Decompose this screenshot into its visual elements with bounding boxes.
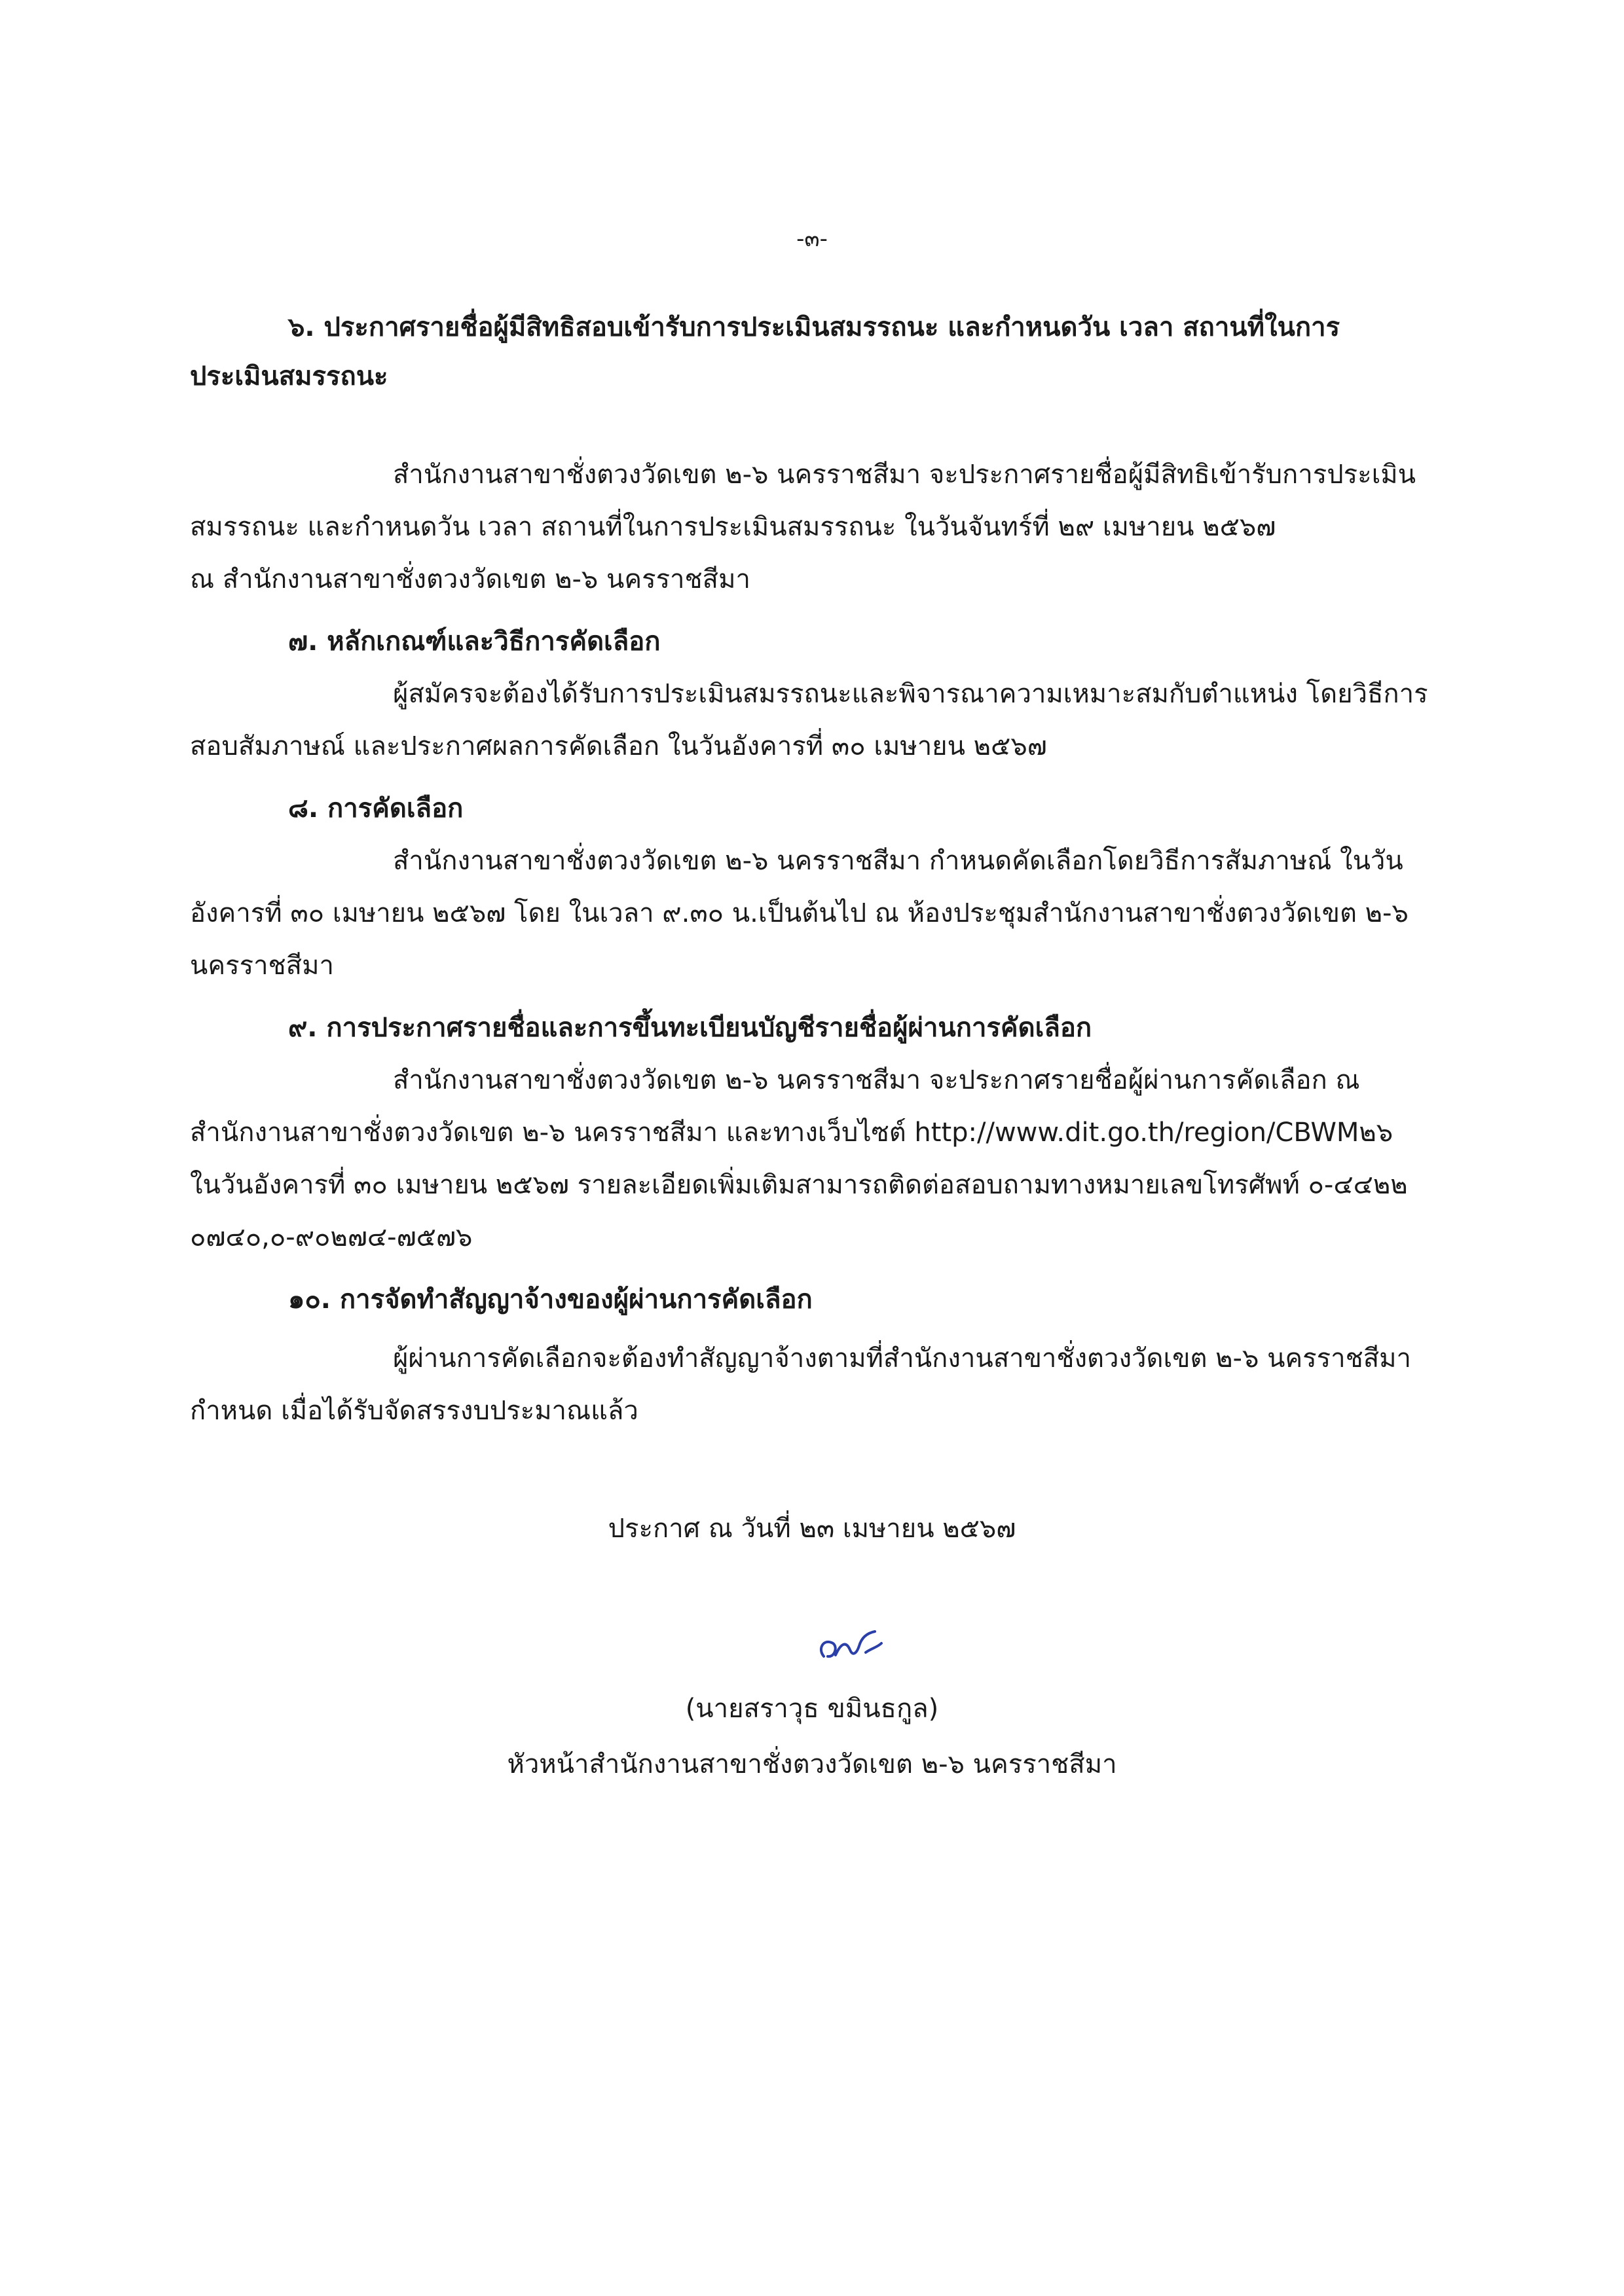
announcement-date: ประกาศ ณ วันที่ ๒๓ เมษายน ๒๕๖๗ [608, 1514, 1016, 1544]
section-7-body-line2: สอบสัมภาษณ์ และประกาศผลการคัดเลือก ในวันอังคารที่ ๓๐ เมษายน ๒๕๖๗ [190, 731, 1047, 761]
section-10-heading: ๑๐. การจัดทำสัญญาจ้างของผู้ผ่านการคัดเลือก [288, 1285, 813, 1315]
section-8-heading: ๘. การคัดเลือก [288, 793, 464, 824]
section-6-body-line3: ณ สำนักงานสาขาชั่งตวงวัดเขต ๒-๖ นครราชสีมา [190, 564, 750, 594]
signature-mark [812, 1617, 891, 1676]
signer-title: หัวหน้าสำนักงานสาขาชั่งตวงวัดเขต ๒-๖ นครราชสีมา [507, 1749, 1117, 1779]
section-8-body-line1: สำนักงานสาขาชั่งตวงวัดเขต ๒-๖ นครราชสีมา กำหนดคัดเลือกโดยวิธีการสัมภาษณ์ ในวัน [393, 846, 1403, 876]
page-number: -๓- [796, 226, 828, 252]
section-7-heading: ๗. หลักเกณฑ์และวิธีการคัดเลือก [288, 627, 661, 657]
section-6-heading-line2: ประเมินสมรรถนะ [190, 361, 388, 392]
section-9-heading: ๙. การประกาศรายชื่อและการขึ้นทะเบียนบัญชีรายชื่อผู้ผ่านการคัดเลือก [288, 1013, 1092, 1043]
section-6-body-line2: สมรรถนะ และกำหนดวัน เวลา สถานที่ในการประเมินสมรรถนะ ในวันจันทร์ที่ ๒๙ เมษายน ๒๕๖๗ [190, 512, 1276, 542]
section-7-body-line1: ผู้สมัครจะต้องได้รับการประเมินสมรรถนะและพิจารณาความเหมาะสมกับตำแหน่ง โดยวิธีการ [393, 679, 1428, 709]
section-6-body-line1: สำนักงานสาขาชั่งตวงวัดเขต ๒-๖ นครราชสีมา จะประกาศรายชื่อผู้มีสิทธิเข้ารับการประเมิน [393, 460, 1416, 490]
signer-name: (นายสราวุธ ขมินธกูล) [685, 1694, 939, 1724]
section-8-body-line3: นครราชสีมา [190, 951, 334, 981]
section-6-heading-line1: ๖. ประกาศรายชื่อผู้มีสิทธิสอบเข้ารับการประเมินสมรรถนะ และกำหนดวัน เวลา สถานที่ในการ [288, 312, 1340, 342]
section-9-body-line3: ในวันอังคารที่ ๓๐ เมษายน ๒๕๖๗ รายละเอียดเพิ่มเติมสามารถติดต่อสอบถามทางหมายเลขโทรศัพท์ ๐-๔๔๒๒ [190, 1170, 1408, 1200]
section-9-body-line1: สำนักงานสาขาชั่งตวงวัดเขต ๒-๖ นครราชสีมา จะประกาศรายชื่อผู้ผ่านการคัดเลือก ณ [393, 1065, 1360, 1095]
section-9-body-line2: สำนักงานสาขาชั่งตวงวัดเขต ๒-๖ นครราชสีมา และทางเว็บไซต์ http://www.dit.go.th/region/CBWM๒๖ [190, 1118, 1393, 1148]
section-10-body-line1: ผู้ผ่านการคัดเลือกจะต้องทำสัญญาจ้างตามที่สำนักงานสาขาชั่งตวงวัดเขต ๒-๖ นครราชสีมา [393, 1343, 1411, 1374]
section-9-body-line4: ๐๗๔๐,๐-๙๐๒๗๔-๗๕๗๖ [190, 1222, 473, 1252]
section-8-body-line2: อังคารที่ ๓๐ เมษายน ๒๕๖๗ โดย ในเวลา ๙.๓๐ น.เป็นต้นไป ณ ห้องประชุมสำนักงานสาขาชั่งตวงวัดเขต ๒-๖ [190, 898, 1409, 928]
section-10-body-line2: กำหนด เมื่อได้รับจัดสรรงบประมาณแล้ว [190, 1396, 638, 1426]
